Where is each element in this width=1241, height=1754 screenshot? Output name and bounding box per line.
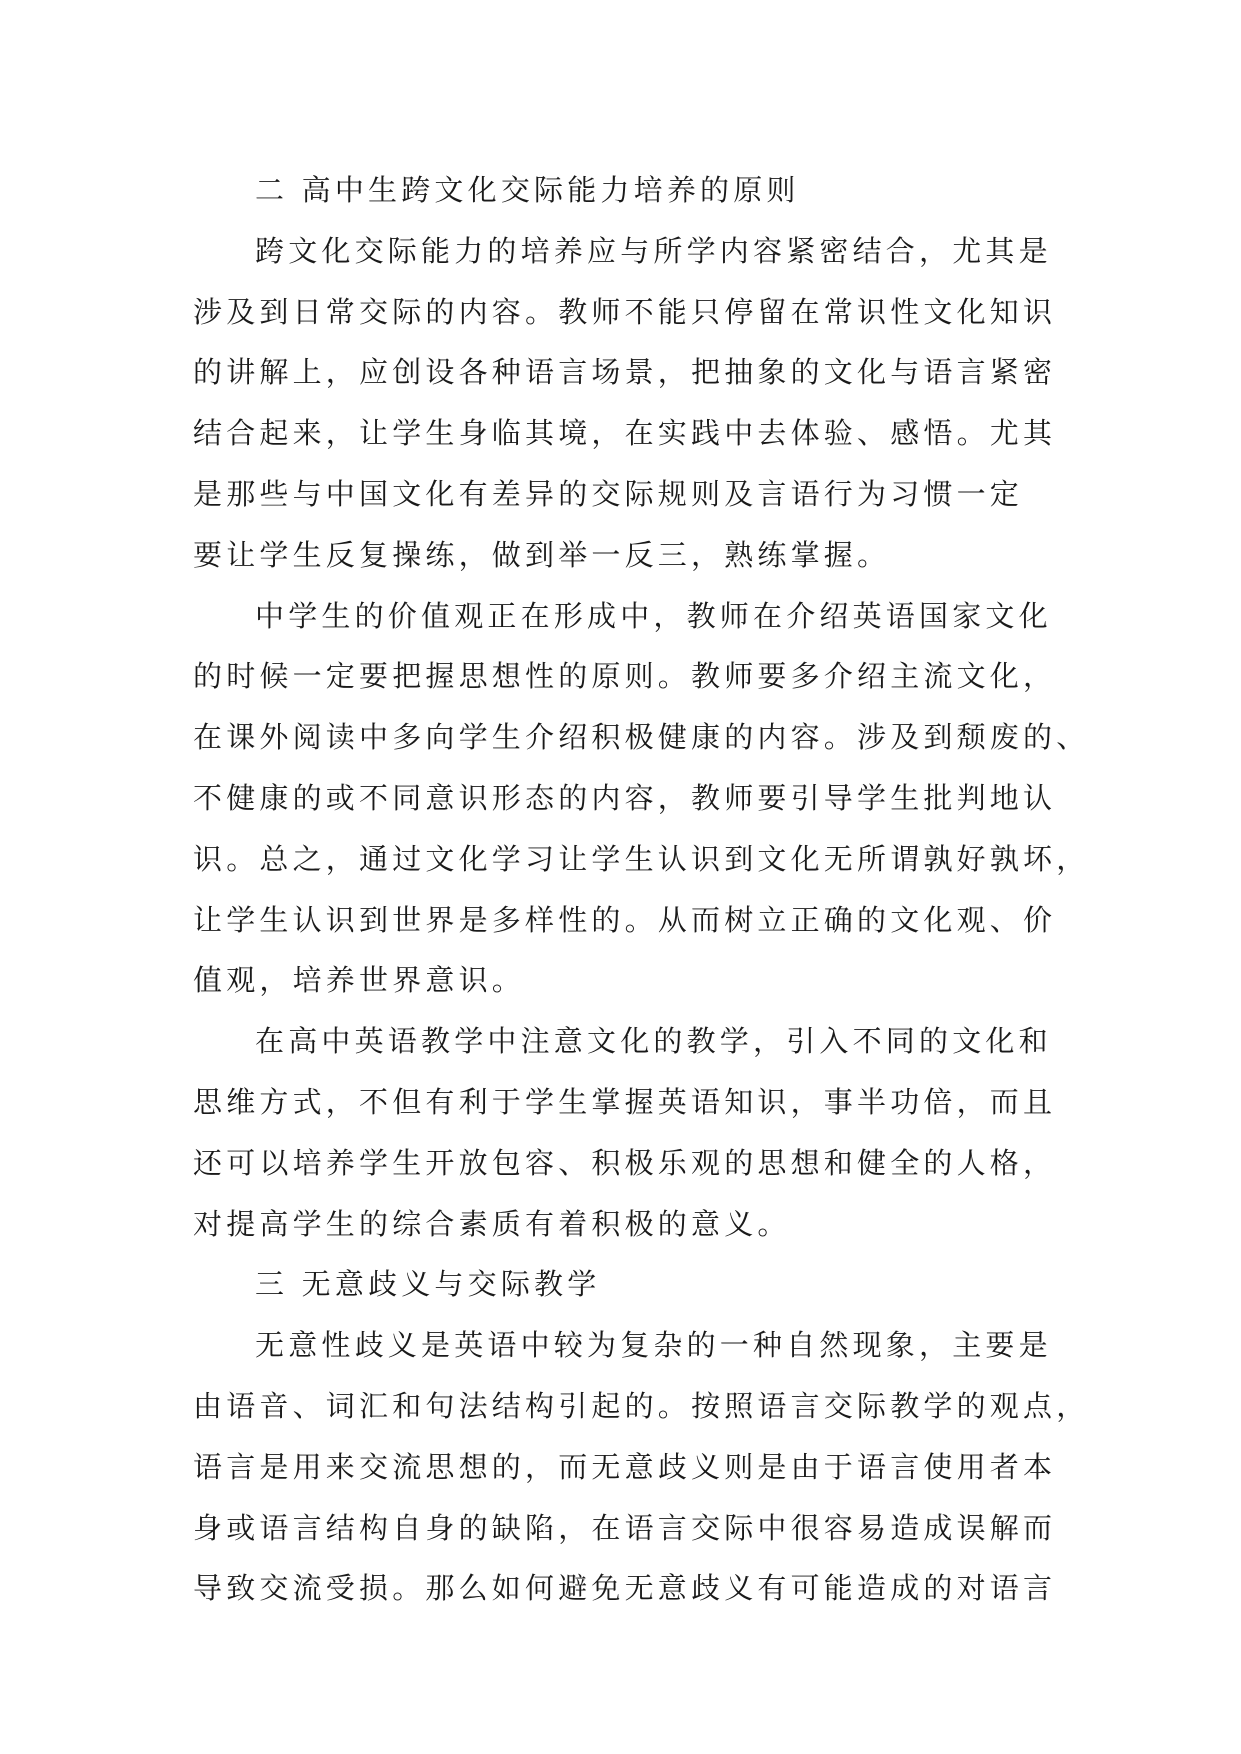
text-line: 思维方式，不但有利于学生掌握英语知识，事半功倍，而且 [193, 1084, 1057, 1119]
text-line: 由语音、词汇和句法结构引起的。按照语言交际教学的观点， [193, 1388, 1090, 1423]
text-line: 无意性歧义是英语中较为复杂的一种自然现象，主要是 [255, 1328, 1052, 1363]
text-line: 跨文化交际能力的培养应与所学内容紧密结合，尤其是 [255, 233, 1052, 268]
text-line: 结合起来，让学生身临其境，在实践中去体验、感悟。尤其 [193, 416, 1057, 451]
text-line: 要让学生反复操练，做到举一反三，熟练掌握。 [193, 537, 891, 572]
text-line: 识。总之，通过文化学习让学生认识到文化无所谓孰好孰坏， [193, 841, 1090, 876]
text-line: 在课外阅读中多向学生介绍积极健康的内容。涉及到颓废的、 [193, 720, 1090, 755]
text-line: 是那些与中国文化有差异的交际规则及言语行为习惯一定 [193, 476, 1024, 511]
text-line: 的时候一定要把握思想性的原则。教师要多介绍主流文化， [193, 659, 1057, 694]
text-line: 语言是用来交流思想的，而无意歧义则是由于语言使用者本 [193, 1449, 1057, 1484]
text-line: 不健康的或不同意识形态的内容，教师要引导学生批判地认 [193, 780, 1057, 815]
text-line: 在高中英语教学中注意文化的教学，引入不同的文化和 [255, 1024, 1052, 1059]
text-line: 让学生认识到世界是多样性的。从而树立正确的文化观、价 [193, 902, 1057, 937]
text-line: 值观，培养世界意识。 [193, 963, 526, 998]
text-line: 二 高中生跨文化交际能力培养的原则 [255, 173, 800, 207]
text-line: 的讲解上，应创设各种语言场景，把抽象的文化与语言紧密 [193, 355, 1057, 390]
text-line: 身或语言结构自身的缺陷，在语言交际中很容易造成误解而 [193, 1510, 1057, 1545]
text-line: 对提高学生的综合素质有着积极的意义。 [193, 1206, 791, 1241]
text-line: 导致交流受损。那么如何避免无意歧义有可能造成的对语言 [193, 1571, 1057, 1606]
document-body [193, 160, 1090, 1619]
text-line: 涉及到日常交际的内容。教师不能只停留在常识性文化知识 [193, 294, 1057, 329]
text-line: 中学生的价值观正在形成中，教师在介绍英语国家文化 [255, 598, 1052, 633]
text-line: 还可以培养学生开放包容、积极乐观的思想和健全的人格， [193, 1145, 1057, 1180]
text-line: 三 无意歧义与交际教学 [255, 1267, 601, 1302]
